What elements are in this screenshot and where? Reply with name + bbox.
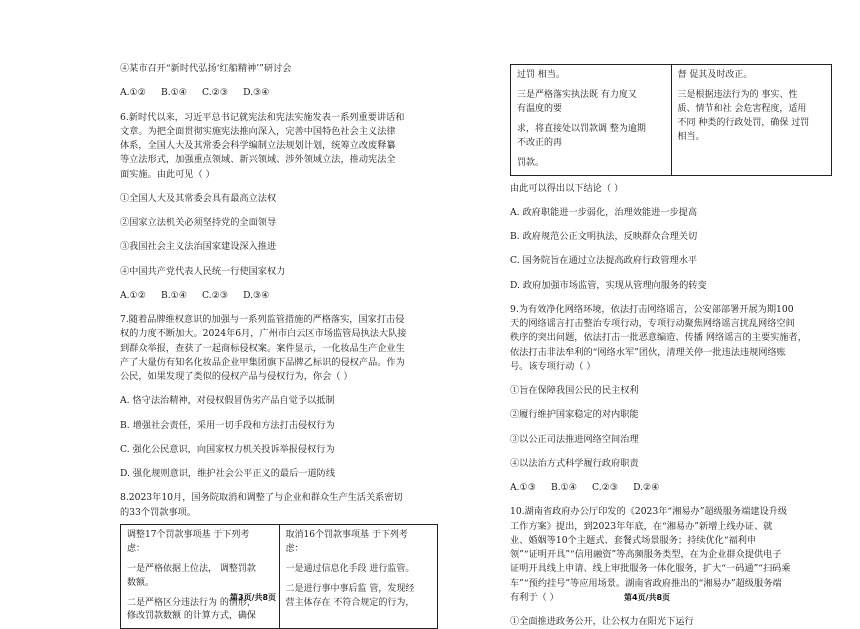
q6-stem [120,111,442,182]
q9-choice-4: ④以法治方式科学履行政府职责 [510,457,639,469]
cell-line: 修改罚款数额 的计算方式，确保 [127,611,256,622]
cell-line: 督 促其及时改正。 [677,70,753,80]
q7-choice-c: C. 强化公民意识，向国家权力机关投诉举报侵权行为 [120,443,335,455]
q5-opt-a: A.①② [120,87,147,99]
cell-line: 虑： [285,543,304,554]
q8-stem-line: 的33个罚款事项。 [120,506,197,518]
q10-stem [510,505,840,605]
q6-choice-4: ④中国共产党代表人民统一行使国家权力 [120,265,286,277]
q10-stem-line: 车”“预约挂号”等应用场景。湖南省政府推出的“湘易办”超级服务端 [510,577,782,589]
q6-choice-1: ①全国人大及其常委会具有最高立法权 [120,192,277,204]
table-row [121,524,438,629]
q10-stem-line: 工作方案》提出，到2023年年底，在“湘易办”新增上线办证、就 [510,520,773,532]
q9-opt-d: D.②④ [633,482,660,494]
q9-stem-line: 9.为有效净化网络环境，依法打击网络谣言，公安部部署开展为期100 [510,303,794,315]
cell-line: 罚款。 [517,157,545,168]
cell-line: 一是通过信息化手段 进行监管。 [285,563,415,574]
q7-choice-d: D. 强化规则意识，维护社会公平正义的最后一道防线 [120,468,336,479]
q8-stem [120,491,442,520]
q6-opt-b: B.①④ [160,289,188,301]
q7-stem-line: 产了大量仿有知名化妆品企业甲集团旗下品牌乙标识的侵权产品。作为 [120,356,405,368]
q9-opt-b: B.①④ [550,482,578,494]
q8-choice-c: C. 国务院旨在通过立法提高政府行政管理水平 [510,255,698,267]
cell-line: 虑： [127,543,146,554]
cell-line: 一是严格依据上位法， 调整罚款 [127,563,256,574]
cell-line: 调整17个罚款事项基 于下列考 [127,529,250,540]
q10-stem-line: 有利于（ ） [510,591,559,603]
q6-opt-c: C.②③ [202,289,229,301]
q8-penalty-table [120,524,438,629]
page-3-content [120,62,442,629]
q10-stem-line: 证明开具线上申请、线上审批服务一体化服务，扩大“一码通”“扫码乘 [510,563,791,575]
q8-stem-line: 8.2023年10月，国务院取消和调整了与企业和群众生产生活关系密切 [120,492,403,504]
q9-answer-options [510,481,840,495]
q7-stem-line: 7.随着品牌维权意识的加强与一系列监管措施的严格落实，国家打击侵 [120,314,405,325]
q8-penalty-table-continued [510,64,832,176]
q5-opt-b: B.①④ [160,87,188,99]
q6-answer-options [120,289,442,303]
q7-stem-line: 权的力度不断加大。2024年6月，广州市白云区市场监管局执法大队接 [120,328,407,340]
q6-opt-d: D.③④ [243,289,270,301]
q10-stem-line: 领”“证明开具”“信用融资”等高频服务类型，在为企业群众提供电子 [510,549,782,561]
cell-line: 二是进行事中事后监 管，发现经 [285,583,415,594]
q6-choice-2: ②国家立法机关必须坚持党的全面领导 [120,217,277,228]
q6-opt-a: A.①② [120,289,147,301]
cell-line: 营主体存在 不符合规定的行为， [285,597,415,608]
cell-line: 不同 种类的行政处罚，确保 过罚 [677,117,810,128]
cell-line: 不改正的再 [517,137,563,148]
q9-stem-line: 秩序的突出问题，依法打击一批恶意编造、传播 网络谣言的主要实施者， [510,332,807,344]
q8-choice-d: D. 政府加强市场监管，实现从管理向服务的转变 [510,279,707,291]
q7-choice-b: B. 增强社会责任，采用一切手段和方法打击侵权行为 [120,419,335,431]
q5-opt-c: C.②③ [202,87,229,99]
page-3 [0,0,430,622]
q10-choice-1: ①全面推进政务公开，让公权力在阳光下运行 [510,616,694,628]
q9-stem [510,303,840,374]
cell-line: 质、情节和社 会危害程度，适用 [677,103,807,114]
cell-line: 三是严格落实执法既 有力度又 [517,89,637,100]
q9-opt-c: C.②③ [592,482,619,494]
cell-line: 取消16个罚款事项基 于下列考 [285,529,408,540]
table-cell-cancelled [279,524,438,629]
q6-stem-line: 文章。为把全面贯彻实施宪法推向深入，完善中国特色社会主义法律 [120,125,396,137]
cell-line: 三是根据违法行为的 事实、性 [677,89,798,100]
page-4-content [510,62,840,629]
q9-stem-line: 号。该专项行动（ ） [510,360,596,372]
q9-stem-line: 天的网络谣言打击整治专项行动，专项行动聚焦网络谣言扰乱网络空间 [510,318,795,330]
page-4 [430,0,860,628]
table-row [511,65,832,176]
q6-stem-line: 6.新时代以来，习近平总书记就宪法和宪法实施发表一系列重要讲话和 [120,111,405,123]
q5-opt-d: D.③④ [243,87,270,99]
cell-line: 数额。 [127,577,155,588]
q5-option-4: ④某市召开“新时代弘扬‘红船精神’”研讨会 [120,63,292,74]
cell-line: 相当。 [677,131,705,142]
q7-choice-a: A. 恪守法治精神，对侵权假冒伪劣产品自觉予以抵制 [120,395,335,407]
q6-stem-line: 体系，全国人大及其常委会科学编制立法规划计划，统筹立改废释纂 [120,140,396,151]
q8-choice-b: B. 政府规范公正文明执法，反映群众合理关切 [510,231,698,243]
q10-stem-line: 10.湖南省政府办公厅印发的《2023年“湘易办”超级服务端建设升级 [510,506,788,518]
table-cell-cancelled [671,65,832,176]
q10-stem-line: 业、婚姻等10个主题式、套餐式场景服务；持续优化“福利申 [510,534,757,546]
cell-line: 有温度的要 [517,103,563,114]
q9-stem-line: 依法打击非法牟利的“网络水军”团伙，清理关停一批违法违规网络账 [510,346,786,358]
table-cell-adjusted [121,524,280,629]
q8-conclusion: 由此可以得出以下结论（ ） [510,182,624,194]
q7-stem-line: 到群众举报，查获了一起商标侵权案。案件显示，一化妆品生产企业生 [120,342,405,354]
q6-stem-line: 等立法形式，加强重点领域、新兴领域、涉外领域立法，推动宪法全 [120,154,396,166]
cell-line: 二是严格区分违法行为 的情形， [127,597,256,608]
q8-choice-a: A. 政府职能进一步弱化，治理效能进一步提高 [510,206,698,218]
q6-stem-line: 面实施。由此可见（ ） [120,168,215,180]
cell-line: 过罚 相当。 [517,70,565,80]
q7-stem-line: 公民，如果发现了类似的侵权产品与侵权行为，你会（ ） [120,371,353,382]
q9-choice-2: ②履行维护国家稳定的对内职能 [510,409,639,421]
q9-choice-3: ③以公正司法推进网络空间治理 [510,433,639,445]
q7-stem [120,313,442,384]
page-number: 第3页/共8页 [230,593,277,602]
page-number: 第4页/共8页 [624,593,671,602]
table-cell-adjusted [511,65,672,176]
q5-answer-options [120,86,442,100]
q9-choice-1: ①旨在保障我国公民的民主权利 [510,385,639,397]
q9-opt-a: A.①③ [510,482,537,494]
cell-line: 求，将直接处以罚款调 整为逾期 [517,123,646,134]
q6-choice-3: ③我国社会主义法治国家建设深入推进 [120,241,277,253]
